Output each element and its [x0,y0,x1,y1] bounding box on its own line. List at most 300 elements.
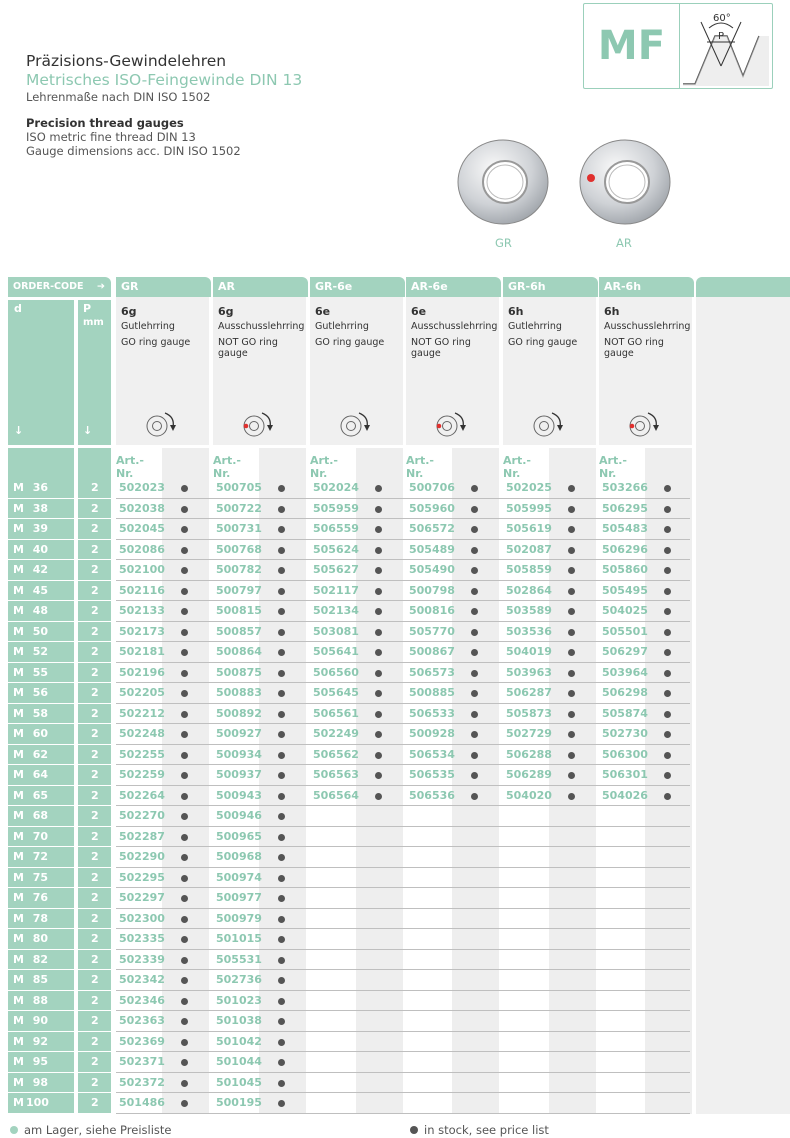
art-number[interactable]: 501038 [216,1014,262,1027]
art-number[interactable]: 505495 [602,583,648,597]
go-gauge-icon [530,411,570,439]
art-number[interactable]: 501015 [216,932,262,945]
art-number[interactable]: 502173 [119,624,165,638]
row-prefix: M [13,501,24,515]
art-number[interactable]: 502287 [119,829,165,843]
row-prefix: M [13,788,24,802]
stock-dot-icon [278,526,285,533]
row-pitch: 2 [91,870,99,884]
stock-dot-icon [471,752,478,759]
art-number[interactable]: 502363 [119,1014,165,1027]
group-header-gr-6e: GR-6e [310,277,405,297]
art-number[interactable]: 506562 [313,747,359,761]
art-number[interactable]: 500815 [216,604,262,617]
stock-dot-icon [568,608,575,615]
art-number[interactable]: 505995 [506,501,552,515]
art-number[interactable]: 500797 [216,583,262,597]
art-number[interactable]: 506573 [409,665,455,679]
row-pitch: 2 [91,768,99,781]
art-number[interactable]: 501486 [119,1096,165,1109]
stock-dot-icon [375,567,382,574]
row-pitch: 2 [91,809,99,822]
art-nr-label: Art.-Nr. [599,454,627,480]
art-number[interactable]: 506287 [506,686,552,699]
art-number[interactable]: 502255 [119,747,165,761]
row-diameter: 100 [26,1096,49,1109]
art-number[interactable]: 502045 [119,522,165,535]
row-divider [116,846,690,847]
art-number[interactable]: 505960 [409,501,455,515]
art-number[interactable]: 506296 [602,542,648,556]
ar-ring-label: AR [616,236,632,250]
stock-dot-icon [664,649,671,656]
art-number[interactable]: 505624 [313,542,359,556]
art-number[interactable]: 502024 [313,481,359,494]
art-number[interactable]: 500722 [216,501,262,515]
stock-dot-icon [181,1080,188,1087]
row-diameter: 72 [32,850,48,863]
art-number[interactable]: 502335 [119,932,165,945]
stock-dot-icon [181,1059,188,1066]
art-number[interactable]: 505873 [506,706,552,720]
row-diameter: 55 [32,665,48,679]
art-number[interactable]: 506535 [409,768,455,781]
art-number[interactable]: 506297 [602,645,648,658]
stock-dot-icon [568,547,575,554]
art-number[interactable]: 501042 [216,1034,262,1048]
row-pitch: 2 [91,993,99,1007]
art-number[interactable]: 506561 [313,706,359,720]
stock-dot-icon [471,711,478,718]
art-number[interactable]: 502369 [119,1034,165,1048]
stock-dot-icon [278,916,285,923]
art-number[interactable]: 506295 [602,501,648,515]
stock-dot-icon [278,690,285,697]
stock-dot-icon [375,752,382,759]
subtitle-en: ISO metric fine thread DIN 13 [26,130,196,144]
go-gauge-icon [337,411,377,439]
art-number[interactable]: 502025 [506,481,552,494]
art-number[interactable]: 505489 [409,542,455,556]
stock-dot-icon [278,998,285,1005]
stock-dot-icon [181,608,188,615]
art-number[interactable]: 505645 [313,686,359,699]
row-prefix: M [13,481,24,494]
art-number[interactable]: 502730 [602,727,648,740]
row-pitch: 2 [91,665,99,679]
stock-dot-icon [181,649,188,656]
art-number[interactable]: 502864 [506,583,552,597]
stock-dot-icon [664,772,671,779]
art-number[interactable]: 500798 [409,583,455,597]
art-number[interactable]: 500857 [216,624,262,638]
art-number[interactable]: 502038 [119,501,165,515]
art-number[interactable]: 505641 [313,645,359,658]
row-pitch: 2 [91,747,99,761]
art-number[interactable]: 505959 [313,501,359,515]
dims-de: Lehrenmaße nach DIN ISO 1502 [26,90,211,104]
tolerance-class: 6e [315,305,331,318]
art-number[interactable]: 505501 [602,624,648,638]
art-number[interactable]: 500768 [216,542,262,556]
art-number[interactable]: 500782 [216,563,262,576]
stock-dot-icon [181,793,188,800]
stock-dot-icon [568,629,575,636]
stock-dot-icon [471,731,478,738]
art-number[interactable]: 505483 [602,522,648,535]
art-number[interactable]: 502205 [119,686,165,699]
row-pitch: 2 [91,1034,99,1048]
row-pitch: 2 [91,501,99,515]
stock-dot-icon [181,998,188,1005]
gauge-type-en: NOT GO ring gauge [218,337,278,359]
art-number[interactable]: 504019 [506,645,552,658]
stock-dot-icon [471,772,478,779]
art-number[interactable]: 503963 [506,665,552,679]
tolerance-class: 6h [508,305,524,318]
art-number[interactable]: 500816 [409,604,455,617]
stock-dot-icon [568,506,575,513]
row-diameter: 50 [32,624,48,638]
row-diameter: 40 [32,542,48,556]
art-number[interactable]: 500885 [409,686,455,699]
stock-dot-icon [568,690,575,697]
art-number[interactable]: 500864 [216,645,262,658]
stock-dot-icon [181,588,188,595]
ar-ring-image [578,138,672,226]
row-prefix: M [13,809,24,822]
stock-dot-icon [375,547,382,554]
row-pitch: 2 [91,542,99,556]
row-prefix: M [13,563,24,576]
row-prefix: M [13,624,24,638]
stock-dot-icon [375,588,382,595]
art-number[interactable]: 501045 [216,1075,262,1089]
art-number[interactable]: 502212 [119,706,165,720]
gr-ring-label: GR [495,236,512,250]
row-prefix: M [13,1055,24,1068]
art-number[interactable]: 502259 [119,768,165,781]
row-prefix: M [13,686,24,699]
art-number[interactable]: 502297 [119,891,165,904]
stock-dot-icon [278,957,285,964]
stock-dot-icon [278,547,285,554]
stock-dot-icon [278,1018,285,1025]
stock-dot-icon [181,854,188,861]
art-number[interactable]: 506289 [506,768,552,781]
stock-dot-icon [278,793,285,800]
row-pitch: 2 [91,1096,99,1109]
stock-dot-icon [181,813,188,820]
art-number[interactable]: 502248 [119,727,165,740]
art-number[interactable]: 500195 [216,1096,262,1109]
stock-dot-icon [278,711,285,718]
art-number[interactable]: 506534 [409,747,455,761]
footer-en-text: in stock, see price list [424,1123,549,1137]
stock-dot-icon [471,608,478,615]
art-number[interactable]: 500705 [216,481,262,494]
stock-dot-icon [664,506,671,513]
row-prefix: M [13,604,24,617]
art-number[interactable]: 502133 [119,604,165,617]
art-number[interactable]: 506533 [409,706,455,720]
stock-dot-icon [181,1100,188,1107]
stock-dot-icon [375,690,382,697]
row-diameter: 39 [32,522,48,535]
row-prefix: M [13,706,24,720]
stock-dot-icon [181,629,188,636]
stock-dot-icon [181,895,188,902]
group-panel-ar-6e [406,297,499,445]
stock-dot-icon [568,711,575,718]
art-number[interactable]: 506298 [602,686,648,699]
stock-dot-icon [471,526,478,533]
art-number[interactable]: 500892 [216,706,262,720]
row-divider [116,867,690,868]
stock-dot-icon [278,485,285,492]
thread-profile-icon [681,6,771,88]
row-prefix: M [13,727,24,740]
art-number[interactable]: 505874 [602,706,648,720]
stock-dot-icon [181,752,188,759]
group-panel-gr-6h [503,297,596,445]
row-pitch: 2 [91,1075,99,1089]
row-diameter: 68 [32,809,48,822]
art-number[interactable]: 500946 [216,809,262,822]
art-number[interactable]: 504020 [506,788,552,802]
gauge-type-de: Ausschusslehrring [411,321,498,332]
group-header-ar-6h: AR-6h [599,277,694,297]
row-divider [116,949,690,950]
stock-dot-icon [278,629,285,636]
stock-dot-icon [181,772,188,779]
stock-dot-icon [471,690,478,697]
art-number[interactable]: 502249 [313,727,359,740]
art-number[interactable]: 500927 [216,727,262,740]
title-en: Precision thread gauges [26,116,184,130]
art-number[interactable]: 502290 [119,850,165,863]
art-number[interactable]: 504026 [602,788,648,802]
row-divider [116,990,690,991]
order-code-label: ORDER-CODE [13,281,84,292]
stock-dot-icon [278,936,285,943]
art-number[interactable]: 505859 [506,563,552,576]
art-number[interactable]: 500974 [216,870,262,884]
tolerance-class: 6g [218,305,234,318]
stock-dot-icon [181,547,188,554]
art-number[interactable]: 502372 [119,1075,165,1089]
art-number[interactable]: 502300 [119,911,165,925]
stock-dot-icon [664,752,671,759]
art-number[interactable]: 500965 [216,829,262,843]
group-header-gr-6h: GR-6h [503,277,598,297]
gauge-type-en: GO ring gauge [508,337,578,348]
art-number[interactable]: 500883 [216,686,262,699]
art-nr-label: Art.-Nr. [310,454,338,480]
art-number[interactable]: 502342 [119,973,165,986]
art-number[interactable]: 502196 [119,665,165,679]
art-number[interactable]: 502116 [119,583,165,597]
row-pitch: 2 [91,932,99,945]
stock-dot-icon [278,1100,285,1107]
row-diameter: 78 [32,911,48,925]
row-pitch: 2 [91,788,99,802]
row-divider [116,969,690,970]
row-pitch: 2 [91,645,99,658]
art-number[interactable]: 502023 [119,481,165,494]
stock-dot-icon [10,1126,18,1134]
art-number[interactable]: 500937 [216,768,262,781]
art-number[interactable]: 502736 [216,973,262,986]
art-number[interactable]: 506301 [602,768,648,781]
art-number[interactable]: 505627 [313,563,359,576]
art-number[interactable]: 502181 [119,645,165,658]
stock-dot-icon [375,711,382,718]
art-number[interactable]: 502339 [119,952,165,966]
art-number[interactable]: 505860 [602,563,648,576]
col-d-label: d [14,302,22,315]
row-pitch: 2 [91,1014,99,1027]
art-number[interactable]: 502270 [119,809,165,822]
row-pitch: 2 [91,952,99,966]
stock-dot-icon [181,711,188,718]
row-diameter: 75 [32,870,48,884]
art-number[interactable]: 500706 [409,481,455,494]
stock-dot-icon [278,1059,285,1066]
stock-dot-icon [278,731,285,738]
art-number[interactable]: 500979 [216,911,262,925]
art-number[interactable]: 506564 [313,788,359,802]
row-divider [116,1010,690,1011]
art-number[interactable]: 502087 [506,542,552,556]
art-number[interactable]: 503081 [313,624,359,638]
row-prefix: M [13,768,24,781]
art-number[interactable]: 500928 [409,727,455,740]
stock-dot-icon [278,506,285,513]
art-number[interactable]: 500968 [216,850,262,863]
row-divider [116,1051,690,1052]
stock-dot-icon [375,506,382,513]
badge-pitch: P [718,31,725,42]
art-number[interactable]: 506559 [313,522,359,535]
art-number[interactable]: 503964 [602,665,648,679]
row-divider [78,1113,111,1114]
art-number[interactable]: 500934 [216,747,262,761]
art-number[interactable]: 502134 [313,604,359,617]
art-number[interactable]: 501023 [216,993,262,1007]
art-number[interactable]: 502264 [119,788,165,802]
stock-dot-icon [568,731,575,738]
group-panel-gr [116,297,209,445]
art-number[interactable]: 503266 [602,481,648,494]
stock-dot-icon [181,506,188,513]
footer-legend-en [410,1123,549,1137]
stock-dot-icon [664,588,671,595]
row-diameter: 70 [32,829,48,843]
art-number[interactable]: 502117 [313,583,359,597]
gauge-type-en: GO ring gauge [315,337,385,348]
art-number[interactable]: 506572 [409,522,455,535]
group-panel-ar [213,297,306,445]
art-number[interactable]: 503589 [506,604,552,617]
row-diameter: 52 [32,645,48,658]
art-number[interactable]: 500977 [216,891,262,904]
art-number[interactable]: 502295 [119,870,165,884]
group-header-ar: AR [213,277,308,297]
art-number[interactable]: 506563 [313,768,359,781]
stock-dot-icon [568,588,575,595]
stock-dot-icon [375,629,382,636]
art-number[interactable]: 505770 [409,624,455,638]
stock-dot-icon [471,629,478,636]
stock-dot-icon [664,608,671,615]
stock-dot-icon [375,793,382,800]
art-number[interactable]: 506560 [313,665,359,679]
art-number[interactable]: 500867 [409,645,455,658]
footer-legend-de [10,1123,172,1137]
badge-code: MF [597,23,666,69]
stock-dot-icon [471,485,478,492]
stock-dot-icon [278,567,285,574]
stock-dot-icon [181,1039,188,1046]
row-diameter: 60 [32,727,48,740]
art-number[interactable]: 506300 [602,747,648,761]
art-number[interactable]: 502100 [119,563,165,576]
not-go-gauge-icon [433,411,473,439]
row-divider [116,887,690,888]
row-pitch: 2 [91,973,99,986]
art-number[interactable]: 500875 [216,665,262,679]
stock-dot-icon [664,629,671,636]
stock-dot-icon [181,875,188,882]
art-number[interactable]: 504025 [602,604,648,617]
art-number[interactable]: 500731 [216,522,262,535]
stock-dot-icon [278,813,285,820]
art-number[interactable]: 502086 [119,542,165,556]
stock-dot-icon [181,567,188,574]
stock-dot-icon [278,752,285,759]
art-number[interactable]: 503536 [506,624,552,638]
stock-dot-icon [375,670,382,677]
row-diameter: 38 [32,501,48,515]
art-number[interactable]: 502346 [119,993,165,1007]
art-number[interactable]: 506536 [409,788,455,802]
tolerance-class: 6g [121,305,137,318]
art-number[interactable]: 505490 [409,563,455,576]
stock-dot-icon [664,793,671,800]
row-pitch: 2 [91,686,99,699]
row-prefix: M [13,993,24,1007]
art-number[interactable]: 500943 [216,788,262,802]
badge-divider [679,4,680,88]
art-number[interactable]: 502371 [119,1055,165,1068]
art-number[interactable]: 501044 [216,1055,262,1068]
stock-dot-icon [278,875,285,882]
art-number[interactable]: 505531 [216,952,262,966]
art-number[interactable]: 505619 [506,522,552,535]
extra-column-body [696,297,790,1114]
art-number[interactable]: 506288 [506,747,552,761]
order-code-header [8,277,111,297]
dims-en: Gauge dimensions acc. DIN ISO 1502 [26,144,241,158]
stock-dot-icon [568,670,575,677]
thread-type-badge [583,3,773,89]
art-number[interactable]: 502729 [506,727,552,740]
row-diameter: 98 [32,1075,48,1089]
col-p-unit: mm [83,317,104,328]
row-diameter: 48 [32,604,48,617]
row-diameter: 36 [32,481,48,494]
